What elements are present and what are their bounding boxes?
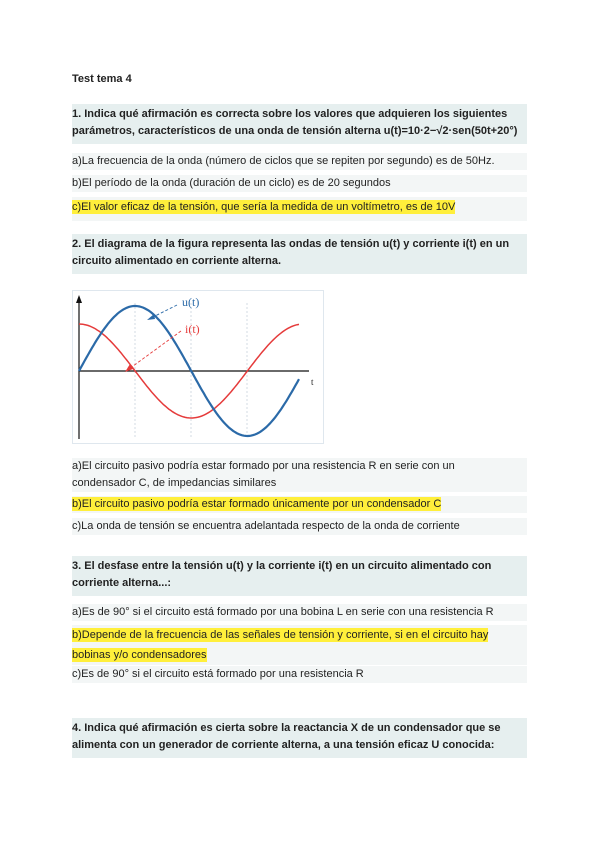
q2-option-b-highlighted — [72, 496, 527, 513]
q1-option-a — [72, 153, 527, 170]
q3-option-a — [72, 604, 527, 621]
waveform-figure — [72, 290, 324, 444]
y-axis-arrow — [76, 295, 82, 303]
q1-option-c-highlighted — [72, 197, 527, 221]
q1-option-b — [72, 175, 527, 192]
question-3-line-2: corriente alterna...: — [72, 577, 172, 589]
u-label: u(t) — [182, 295, 200, 309]
q2-option-b-text: b)El circuito pasivo podría estar formado únicamente por un condensador C — [72, 498, 442, 510]
question-4 — [72, 718, 527, 758]
question-3-line-1: 3. El desfase entre la tensión u(t) y la corriente i(t) en un circuito alimentado con — [72, 560, 492, 572]
question-4-line-2: alimenta con un generador de corriente alterna, a una tensión eficaz U conocida: — [72, 739, 495, 751]
question-3 — [72, 556, 527, 596]
q2-option-a-line-1: a)El circuito pasivo podría estar formado por una resistencia R en serie con un — [72, 460, 455, 472]
q3-option-b-line-2: bobinas y/o condensadores — [72, 649, 207, 661]
q3-option-c-text: c)Es de 90° si el circuito está formado por una resistencia R — [72, 668, 364, 680]
question-2-line-1: 2. El diagrama de la figura representa las ondas de tensión u(t) y corriente i(t) en un — [72, 238, 510, 250]
q2-option-a-line-2: condensador C, de impedancias similares — [72, 477, 277, 489]
t-axis-label: t — [311, 377, 314, 387]
i-label: i(t) — [185, 322, 200, 336]
q3-option-b-highlighted — [72, 625, 527, 665]
q3-option-a-text: a)Es de 90° si el circuito está formado por una bobina L en serie con una resistencia R — [72, 606, 494, 618]
q3-option-b-line-1: b)Depende de la frecuencia de las señales de tensión y corriente, si en el circuito hay — [72, 629, 489, 641]
u-label-arrowhead — [147, 314, 155, 320]
q3-option-c — [72, 666, 527, 683]
q1-option-c-text: c)El valor eficaz de la tensión, que sería la medida de un voltímetro, es de 10V — [72, 201, 456, 213]
question-1-line-2: parámetros, característicos de una onda de tensión alterna u(t)=10·2−√2·sen(50t+20°) — [72, 125, 518, 137]
q2-option-c — [72, 518, 527, 535]
question-4-line-1: 4. Indica qué afirmación es cierta sobre la reactancia X de un condensador que se — [72, 722, 501, 734]
question-1-line-1: 1. Indica qué afirmación es correcta sobre los valores que adquieren los siguientes — [72, 108, 508, 120]
i-label-arrow — [129, 331, 181, 369]
test-title: Test tema 4 — [72, 73, 132, 85]
q2-option-c-text: c)La onda de tensión se encuentra adelantada respecto de la onda de corriente — [72, 520, 460, 532]
question-1 — [72, 104, 527, 144]
q1-option-b-text: b)El período de la onda (duración de un ciclo) es de 20 segundos — [72, 177, 391, 189]
q2-option-a — [72, 458, 527, 492]
question-2-line-2: circuito alimentado en corriente alterna. — [72, 255, 282, 267]
q1-option-a-text: a)La frecuencia de la onda (número de ciclos que se repiten por segundo) es de 50Hz. — [72, 155, 495, 167]
waveform-svg — [73, 291, 323, 443]
question-2 — [72, 234, 527, 274]
